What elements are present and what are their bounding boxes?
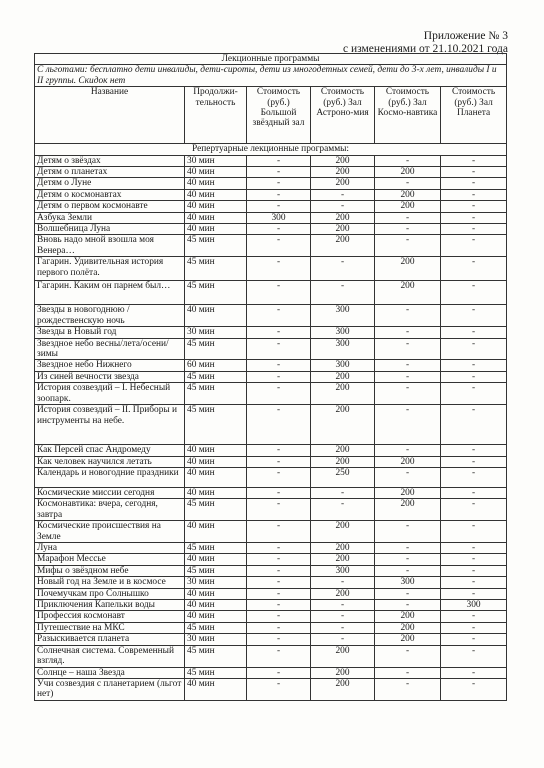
price-cosmonautics-hall: - (375, 178, 441, 189)
table-row (35, 178, 507, 189)
price-astronomy-hall: - (311, 611, 375, 622)
lecture-duration: 40 мин (185, 224, 247, 235)
table-row (35, 360, 507, 371)
price-astronomy-hall: 200 (311, 667, 375, 678)
lecture-duration: 45 мин (185, 622, 247, 633)
price-astronomy-hall: 300 (311, 565, 375, 576)
price-planet-hall: - (441, 611, 507, 622)
price-cosmonautics-hall: - (375, 521, 441, 543)
price-big-hall: - (247, 167, 311, 178)
table-row (35, 371, 507, 382)
lecture-name: Вновь надо мной взошла моя Венера… (35, 235, 185, 257)
lecture-name: Почемучкам про Солнышко (35, 588, 185, 599)
lecture-programs-table (34, 53, 507, 701)
price-big-hall: - (247, 645, 311, 667)
lecture-duration: 30 мин (185, 577, 247, 588)
price-cosmonautics-hall: 200 (375, 487, 441, 498)
price-planet-hall: - (441, 645, 507, 667)
table-row (35, 201, 507, 212)
price-astronomy-hall: 300 (311, 360, 375, 371)
table-row (35, 338, 507, 360)
price-cosmonautics-hall: 200 (375, 189, 441, 200)
col-name-header: Название (35, 87, 185, 144)
price-planet-hall: - (441, 281, 507, 305)
lecture-name: История созвездий – I. Небесный зоопарк. (35, 383, 185, 405)
price-planet-hall: - (441, 224, 507, 235)
price-cosmonautics-hall: - (375, 327, 441, 338)
table-row (35, 212, 507, 223)
price-planet-hall: - (441, 167, 507, 178)
price-cosmonautics-hall: - (375, 155, 441, 166)
price-big-hall: - (247, 456, 311, 467)
table-row (35, 235, 507, 257)
price-planet-hall: - (441, 201, 507, 212)
price-big-hall: - (247, 189, 311, 200)
lecture-duration: 45 мин (185, 383, 247, 405)
price-big-hall: - (247, 224, 311, 235)
table-row (35, 281, 507, 305)
price-cosmonautics-hall: - (375, 383, 441, 405)
price-astronomy-hall: 200 (311, 212, 375, 223)
price-planet-hall: - (441, 155, 507, 166)
lecture-duration: 45 мин (185, 235, 247, 257)
price-planet-hall: - (441, 588, 507, 599)
price-astronomy-hall: 200 (311, 224, 375, 235)
price-cosmonautics-hall: - (375, 235, 441, 257)
lecture-duration: 45 мин (185, 405, 247, 445)
price-astronomy-hall: - (311, 600, 375, 611)
lecture-name: Космические миссии сегодня (35, 487, 185, 498)
lecture-duration: 40 мин (185, 611, 247, 622)
lecture-name: Как человек научился летать (35, 456, 185, 467)
table-row (35, 257, 507, 281)
price-big-hall: 300 (247, 212, 311, 223)
lecture-duration: 40 мин (185, 487, 247, 498)
col-planet-hall-header: Стоимость (руб.) Зал Планета (441, 87, 507, 144)
lecture-duration: 40 мин (185, 467, 247, 487)
price-cosmonautics-hall: - (375, 565, 441, 576)
price-astronomy-hall: - (311, 622, 375, 633)
price-big-hall: - (247, 487, 311, 498)
table-row (35, 499, 507, 521)
table-row (35, 167, 507, 178)
price-astronomy-hall: 200 (311, 155, 375, 166)
price-cosmonautics-hall: - (375, 667, 441, 678)
table-title-row (35, 54, 507, 65)
price-cosmonautics-hall: 200 (375, 611, 441, 622)
benefits-note: С льготами: бесплатно дети инвалиды, дети-сироты, дети из многодетных семей, дети до 3-х лет, инвалиды I и II группы. Скидок нет (35, 65, 507, 87)
price-astronomy-hall: 200 (311, 588, 375, 599)
price-planet-hall: - (441, 499, 507, 521)
lecture-duration: 40 мин (185, 167, 247, 178)
price-astronomy-hall: 200 (311, 521, 375, 543)
price-cosmonautics-hall: 200 (375, 456, 441, 467)
lecture-duration: 40 мин (185, 178, 247, 189)
price-cosmonautics-hall: 200 (375, 167, 441, 178)
lecture-duration: 40 мин (185, 445, 247, 456)
lecture-name: Азбука Земли (35, 212, 185, 223)
price-big-hall: - (247, 360, 311, 371)
price-planet-hall: - (441, 383, 507, 405)
price-planet-hall: - (441, 467, 507, 487)
price-big-hall: - (247, 178, 311, 189)
column-header-row (35, 87, 507, 144)
table-row (35, 600, 507, 611)
price-cosmonautics-hall: - (375, 371, 441, 382)
lecture-duration: 30 мин (185, 327, 247, 338)
price-cosmonautics-hall: - (375, 645, 441, 667)
table-row (35, 467, 507, 487)
price-planet-hall: - (441, 521, 507, 543)
lecture-name: Звезды в Новый год (35, 327, 185, 338)
price-big-hall: - (247, 467, 311, 487)
price-big-hall: - (247, 667, 311, 678)
lecture-duration: 30 мин (185, 155, 247, 166)
table-row (35, 554, 507, 565)
price-planet-hall: - (441, 634, 507, 645)
table-row (35, 611, 507, 622)
price-planet-hall: - (441, 327, 507, 338)
lecture-duration: 45 мин (185, 542, 247, 553)
price-astronomy-hall: 200 (311, 371, 375, 382)
lecture-name: Детям о звёздах (35, 155, 185, 166)
price-astronomy-hall: 300 (311, 327, 375, 338)
lecture-name: Приключения Капельки воды (35, 600, 185, 611)
col-duration-header: Продолжи-тельность (185, 87, 247, 144)
table-row (35, 487, 507, 498)
lecture-duration: 40 мин (185, 554, 247, 565)
lecture-name: Детям о Луне (35, 178, 185, 189)
price-big-hall: - (247, 305, 311, 327)
col-cosmonautics-hall-header: Стоимость (руб.) Зал Космо-навтика (375, 87, 441, 144)
price-astronomy-hall: 200 (311, 679, 375, 701)
price-big-hall: - (247, 588, 311, 599)
price-big-hall: - (247, 499, 311, 521)
lecture-duration: 40 мин (185, 588, 247, 599)
table-row (35, 405, 507, 445)
price-cosmonautics-hall: 200 (375, 499, 441, 521)
table-row (35, 155, 507, 166)
lecture-duration: 40 мин (185, 600, 247, 611)
price-astronomy-hall: 200 (311, 235, 375, 257)
lecture-duration: 45 мин (185, 281, 247, 305)
price-big-hall: - (247, 383, 311, 405)
lecture-name: Космические происшествия на Земле (35, 521, 185, 543)
table-row (35, 445, 507, 456)
price-big-hall: - (247, 679, 311, 701)
price-astronomy-hall: 200 (311, 542, 375, 553)
price-big-hall: - (247, 405, 311, 445)
appendix-number: Приложение № 3 (423, 30, 508, 42)
price-planet-hall: - (441, 212, 507, 223)
price-big-hall: - (247, 600, 311, 611)
price-planet-hall: - (441, 305, 507, 327)
lecture-name: Из синей вечности звезда (35, 371, 185, 382)
lecture-duration: 40 мин (185, 521, 247, 543)
table-row (35, 622, 507, 633)
lecture-name: Путешествие на МКС (35, 622, 185, 633)
price-big-hall: - (247, 634, 311, 645)
price-astronomy-hall: 200 (311, 405, 375, 445)
price-astronomy-hall: 250 (311, 467, 375, 487)
price-astronomy-hall: 300 (311, 338, 375, 360)
lecture-duration: 40 мин (185, 201, 247, 212)
price-planet-hall: - (441, 445, 507, 456)
price-planet-hall: 300 (441, 600, 507, 611)
table-row (35, 634, 507, 645)
lecture-name: Как Персей спас Андромеду (35, 445, 185, 456)
lecture-name: Марафон Мессье (35, 554, 185, 565)
price-cosmonautics-hall: 200 (375, 622, 441, 633)
lecture-duration: 40 мин (185, 189, 247, 200)
price-big-hall: - (247, 235, 311, 257)
price-cosmonautics-hall: 200 (375, 281, 441, 305)
price-planet-hall: - (441, 189, 507, 200)
price-cosmonautics-hall: - (375, 360, 441, 371)
price-astronomy-hall: 200 (311, 445, 375, 456)
lecture-duration: 40 мин (185, 679, 247, 701)
table-row (35, 456, 507, 467)
lecture-name: Разыскивается планета (35, 634, 185, 645)
price-big-hall: - (247, 521, 311, 543)
lecture-duration: 45 мин (185, 257, 247, 281)
table-row (35, 327, 507, 338)
table-row (35, 542, 507, 553)
price-astronomy-hall: - (311, 281, 375, 305)
lecture-name: Профессия космонавт (35, 611, 185, 622)
price-big-hall: - (247, 554, 311, 565)
price-planet-hall: - (441, 371, 507, 382)
price-planet-hall: - (441, 487, 507, 498)
price-cosmonautics-hall: - (375, 554, 441, 565)
table-row (35, 189, 507, 200)
lecture-duration: 45 мин (185, 499, 247, 521)
price-astronomy-hall: 200 (311, 383, 375, 405)
lecture-name: Гагарин. Каким он парнем был… (35, 281, 185, 305)
price-big-hall: - (247, 201, 311, 212)
price-cosmonautics-hall: - (375, 600, 441, 611)
price-big-hall: - (247, 577, 311, 588)
price-big-hall: - (247, 338, 311, 360)
price-big-hall: - (247, 622, 311, 633)
price-astronomy-hall: - (311, 201, 375, 212)
price-big-hall: - (247, 542, 311, 553)
lecture-name: Гагарин. Удивительная история первого полёта. (35, 257, 185, 281)
lecture-duration: 45 мин (185, 371, 247, 382)
price-planet-hall: - (441, 565, 507, 576)
col-astronomy-hall-header: Стоимость (руб.) Зал Астроно-мия (311, 87, 375, 144)
lecture-name: Детям о первом космонавте (35, 201, 185, 212)
price-big-hall: - (247, 611, 311, 622)
lecture-duration: 45 мин (185, 565, 247, 576)
lecture-name: Календарь и новогодние праздники (35, 467, 185, 487)
price-big-hall: - (247, 281, 311, 305)
price-big-hall: - (247, 565, 311, 576)
price-cosmonautics-hall: - (375, 588, 441, 599)
price-cosmonautics-hall: - (375, 467, 441, 487)
lecture-name: Детям о космонавтах (35, 189, 185, 200)
price-astronomy-hall: - (311, 499, 375, 521)
lecture-duration: 60 мин (185, 360, 247, 371)
price-planet-hall: - (441, 622, 507, 633)
lecture-duration: 45 мин (185, 667, 247, 678)
price-big-hall: - (247, 155, 311, 166)
lecture-name: Космонавтика: вчера, сегодня, завтра (35, 499, 185, 521)
price-cosmonautics-hall: - (375, 224, 441, 235)
price-astronomy-hall: - (311, 257, 375, 281)
price-planet-hall: - (441, 679, 507, 701)
revision-date: с изменениями от 21.10.2021 года (343, 43, 508, 55)
price-big-hall: - (247, 371, 311, 382)
table-subtitle-row (35, 65, 507, 87)
lecture-duration: 40 мин (185, 212, 247, 223)
table-row (35, 383, 507, 405)
price-cosmonautics-hall: - (375, 338, 441, 360)
price-cosmonautics-hall: 200 (375, 257, 441, 281)
price-astronomy-hall: 200 (311, 645, 375, 667)
price-astronomy-hall: - (311, 189, 375, 200)
price-cosmonautics-hall: - (375, 405, 441, 445)
lecture-name: Учи созвездия с планетарием (льгот нет) (35, 679, 185, 701)
lecture-name: Мифы о звёздном небе (35, 565, 185, 576)
price-astronomy-hall: - (311, 634, 375, 645)
price-planet-hall: - (441, 667, 507, 678)
section-row (35, 144, 507, 155)
price-astronomy-hall: 200 (311, 456, 375, 467)
price-cosmonautics-hall: - (375, 679, 441, 701)
table-row (35, 305, 507, 327)
price-astronomy-hall: 300 (311, 305, 375, 327)
price-planet-hall: - (441, 178, 507, 189)
table-row (35, 577, 507, 588)
col-big-hall-header: Стоимость (руб.) Большой звёздный зал (247, 87, 311, 144)
table-title: Лекционные программы (35, 54, 507, 65)
lecture-name: История созвездий – II. Приборы и инструменты на небе. (35, 405, 185, 445)
price-astronomy-hall: 200 (311, 554, 375, 565)
price-astronomy-hall: - (311, 577, 375, 588)
price-cosmonautics-hall: 200 (375, 634, 441, 645)
price-astronomy-hall: - (311, 487, 375, 498)
lecture-name: Звездное небо весны/лета/осени/ зимы (35, 338, 185, 360)
price-planet-hall: - (441, 542, 507, 553)
lecture-name: Звезды в новогоднюю / рождественскую ночь (35, 305, 185, 327)
price-planet-hall: - (441, 456, 507, 467)
table-row (35, 521, 507, 543)
price-astronomy-hall: 200 (311, 178, 375, 189)
table-row (35, 645, 507, 667)
price-cosmonautics-hall: - (375, 212, 441, 223)
price-big-hall: - (247, 257, 311, 281)
price-planet-hall: - (441, 554, 507, 565)
price-planet-hall: - (441, 257, 507, 281)
lecture-name: Звездное небо Нижнего (35, 360, 185, 371)
table-row (35, 667, 507, 678)
section-title: Репертуарные лекционные программы: (35, 144, 507, 155)
lecture-duration: 40 мин (185, 456, 247, 467)
table-row (35, 565, 507, 576)
price-cosmonautics-hall: - (375, 542, 441, 553)
price-cosmonautics-hall: - (375, 445, 441, 456)
lecture-duration: 30 мин (185, 634, 247, 645)
price-big-hall: - (247, 327, 311, 338)
lecture-duration: 45 мин (185, 338, 247, 360)
price-astronomy-hall: 200 (311, 167, 375, 178)
price-cosmonautics-hall: - (375, 305, 441, 327)
price-planet-hall: - (441, 577, 507, 588)
price-cosmonautics-hall: 200 (375, 201, 441, 212)
price-planet-hall: - (441, 360, 507, 371)
lecture-name: Волшебница Луна (35, 224, 185, 235)
lecture-duration: 45 мин (185, 645, 247, 667)
lecture-name: Луна (35, 542, 185, 553)
lecture-name: Солнечная система. Современный взгляд. (35, 645, 185, 667)
lecture-name: Детям о планетах (35, 167, 185, 178)
table-row (35, 679, 507, 701)
price-planet-hall: - (441, 338, 507, 360)
price-planet-hall: - (441, 235, 507, 257)
lecture-name: Солнце – наша Звезда (35, 667, 185, 678)
price-big-hall: - (247, 445, 311, 456)
lecture-name: Новый год на Земле и в космосе (35, 577, 185, 588)
lecture-duration: 40 мин (185, 305, 247, 327)
price-planet-hall: - (441, 405, 507, 445)
table-row (35, 588, 507, 599)
price-cosmonautics-hall: 300 (375, 577, 441, 588)
table-row (35, 224, 507, 235)
